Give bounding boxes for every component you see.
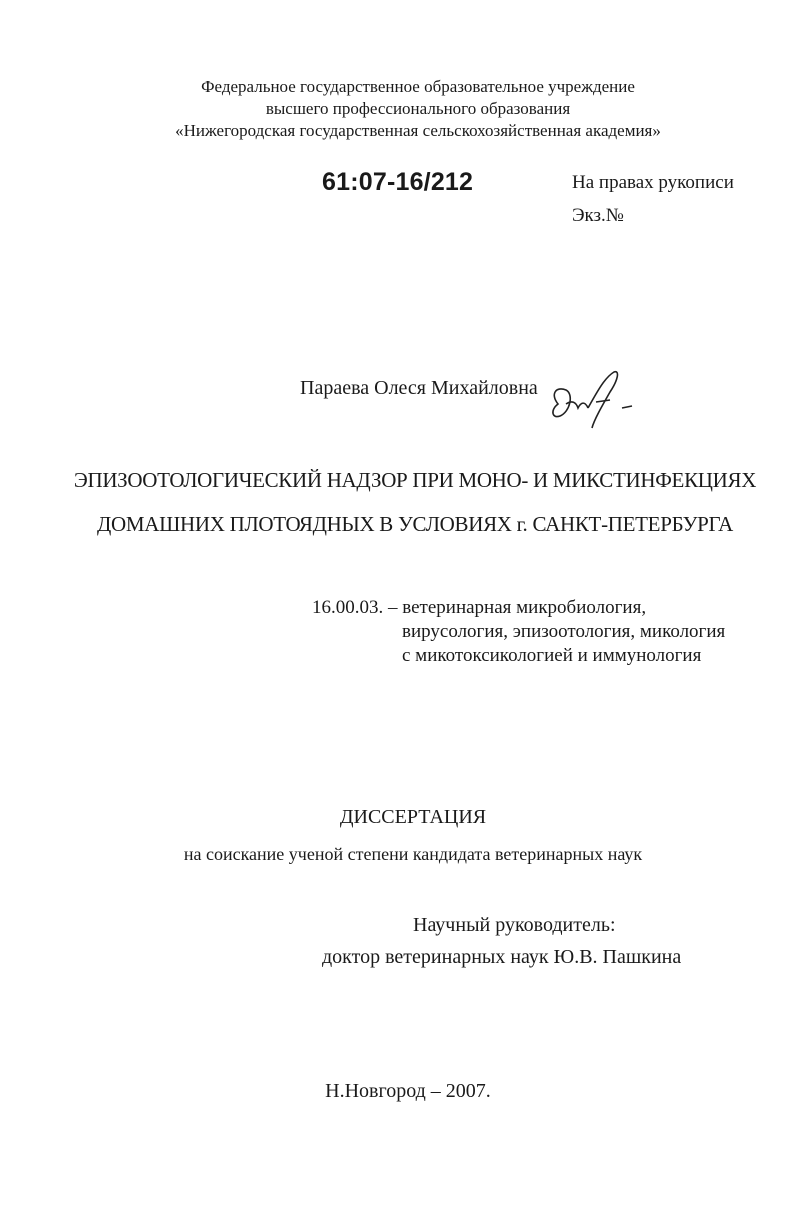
copy-number-label: Экз.№ — [572, 205, 624, 226]
specialty-line-3: с микотоксикологией и иммунология — [402, 645, 702, 666]
specialty-line-1: 16.00.03. – ветеринарная микробиология, — [312, 597, 647, 618]
institution-line-2: высшего профессионального образования — [265, 99, 571, 118]
author-name: Параева Олеся Михайловна — [300, 377, 538, 399]
signature-icon — [548, 364, 638, 434]
institution-line-1: Федеральное государственное образовательное учреждение — [201, 77, 635, 96]
document-type: ДИССЕРТАЦИЯ — [339, 806, 487, 828]
catalog-code: 61:07-16/212 — [322, 168, 474, 196]
specialty-line-2: вирусология, эпизоотология, микология — [402, 621, 726, 642]
title-line-2: ДОМАШНИХ ПЛОТОЯДНЫХ В УСЛОВИЯХ г. САНКТ-ПЕТЕРБУРГА — [97, 512, 733, 536]
institution-line-3: «Нижегородская государственная сельскохозяйственная академия» — [175, 121, 661, 140]
city-year: Н.Новгород – 2007. — [325, 1080, 491, 1102]
title-line-1: ЭПИЗООТОЛОГИЧЕСКИЙ НАДЗОР ПРИ МОНО- И МИКСТИНФЕКЦИЯХ — [73, 468, 757, 492]
supervisor-name: доктор ветеринарных наук Ю.В. Пашкина — [322, 946, 682, 968]
rights-note: На правах рукописи — [572, 172, 734, 193]
degree-statement: на соискание ученой степени кандидата ветеринарных наук — [183, 844, 643, 864]
supervisor-label: Научный руководитель: — [413, 914, 616, 936]
